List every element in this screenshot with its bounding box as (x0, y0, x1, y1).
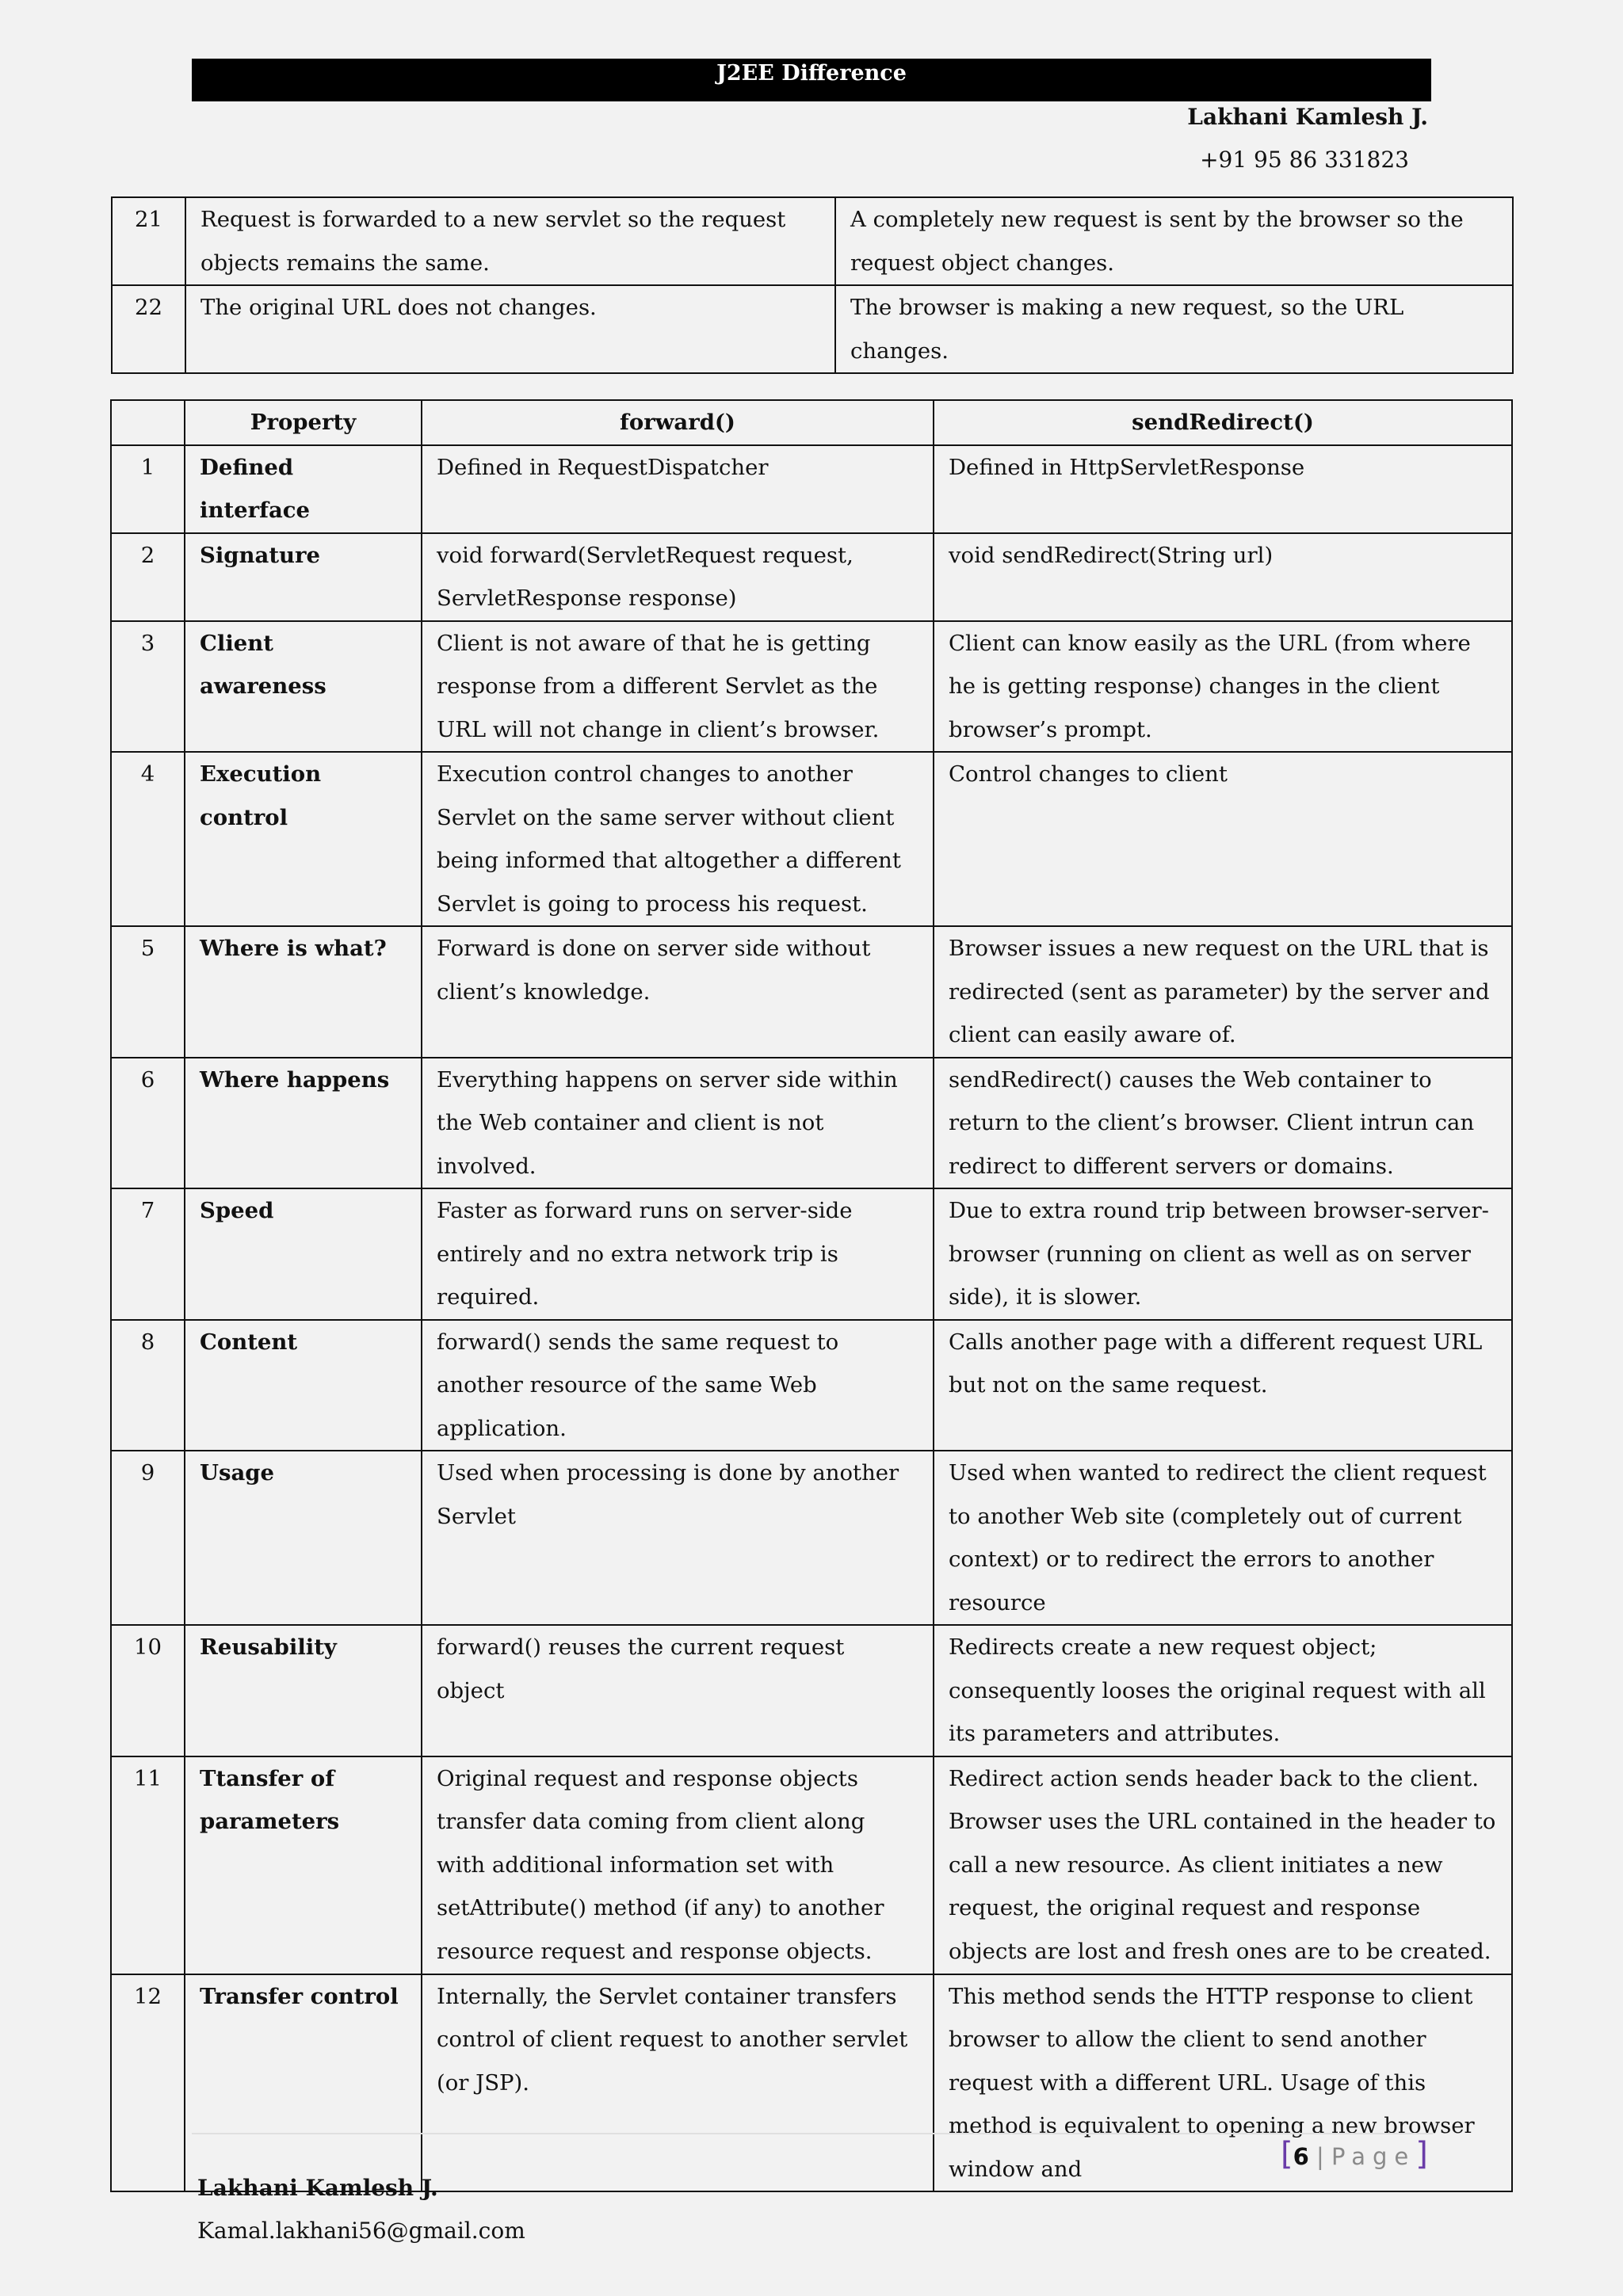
page-label: Page (1331, 2143, 1416, 2170)
redirect-cell: This method sends the HTTP response to client browser to allow the client to send another request with a different URL. Usage of this method is equivalent to opening a new browser window and (934, 1974, 1512, 2192)
table-row (111, 445, 1512, 533)
open-bracket-glyph: [ (1281, 2136, 1293, 2172)
row-number: 4 (111, 752, 185, 926)
redirect-cell: Defined in HttpServletResponse (934, 445, 1512, 533)
row-number: 1 (111, 445, 185, 533)
property-cell: Execution control (185, 752, 422, 926)
row-number: 2 (111, 533, 185, 621)
redirect-cell: Redirect action sends header back to the client. Browser uses the URL contained in the header to call a new resource. As client initiates a new request, the original request and response objects are lost and fresh ones are to be created. (934, 1756, 1512, 1974)
forward-cell: Defined in RequestDispatcher (422, 445, 934, 533)
redirect-cell: Client can know easily as the URL (from where he is getting response) changes in the client browser’s prompt. (934, 621, 1512, 753)
table-row (111, 752, 1512, 926)
redirect-cell: Used when wanted to redirect the client request to another Web site (completely out of current context) or to redirect the errors to another resource (934, 1451, 1512, 1625)
page-number-block (1281, 2138, 1428, 2173)
header-author: Lakhani Kamlesh J. (1187, 104, 1428, 130)
property-cell: Speed (185, 1188, 422, 1320)
table-row (112, 197, 1513, 285)
document-title-bar (192, 59, 1431, 101)
comparison-table-continued (111, 196, 1514, 374)
property-cell: Transfer control (185, 1974, 422, 2192)
header-phone: +91 95 86 331823 (1200, 147, 1409, 173)
table-row (111, 1058, 1512, 1189)
row-number: 11 (111, 1756, 185, 1974)
page-number: 6 (1293, 2143, 1309, 2170)
property-cell: Where is what? (185, 926, 422, 1058)
row-number: 7 (111, 1188, 185, 1320)
redirect-cell: Redirects create a new request object; consequently looses the original request with all its parameters and attributes. (934, 1625, 1512, 1756)
forward-cell: Everything happens on server side within the Web container and client is not involved. (422, 1058, 934, 1189)
redirect-cell: void sendRedirect(String url) (934, 533, 1512, 621)
row-number: 5 (111, 926, 185, 1058)
close-bracket-glyph: ] (1415, 2136, 1428, 2172)
footer-author: Lakhani Kamlesh J. (197, 2175, 438, 2201)
table-row (111, 1188, 1512, 1320)
row-number: 6 (111, 1058, 185, 1189)
property-cell: Client awareness (185, 621, 422, 753)
property-cell: Usage (185, 1451, 422, 1625)
property-cell: Signature (185, 533, 422, 621)
table-row (111, 533, 1512, 621)
property-cell: Ttansfer of parameters (185, 1756, 422, 1974)
redirect-cell: Browser issues a new request on the URL that is redirected (sent as parameter) by the server and client can easily aware of. (934, 926, 1512, 1058)
forward-cell: Original request and response objects transfer data coming from client along with additional information set with setAttribute() method (if any) to another resource request and response objects. (422, 1756, 934, 1974)
property-cell: Where happens (185, 1058, 422, 1189)
forward-cell: Execution control changes to another Servlet on the same server without client being informed that altogether a different Servlet is going to process his request. (422, 752, 934, 926)
row-number: 10 (111, 1625, 185, 1756)
row-number: 8 (111, 1320, 185, 1451)
property-cell: Defined interface (185, 445, 422, 533)
forward-vs-sendredirect-table (110, 399, 1513, 2192)
redirect-cell: Due to extra round trip between browser-server-browser (running on client as well as on server side), it is slower. (934, 1188, 1512, 1320)
table-row (111, 1451, 1512, 1625)
property-cell: Content (185, 1320, 422, 1451)
forward-cell: Forward is done on server side without client’s knowledge. (422, 926, 934, 1058)
row-number: 22 (112, 285, 185, 373)
table-row (111, 1756, 1512, 1974)
forward-cell: The original URL does not changes. (185, 285, 835, 373)
forward-cell: Request is forwarded to a new servlet so the request objects remains the same. (185, 197, 835, 285)
redirect-cell: Control changes to client (934, 752, 1512, 926)
forward-cell: forward() sends the same request to another resource of the same Web application. (422, 1320, 934, 1451)
row-number: 3 (111, 621, 185, 753)
header-sendredirect: sendRedirect() (934, 400, 1512, 445)
row-number: 12 (111, 1974, 185, 2192)
forward-cell: void forward(ServletRequest request, ServletResponse response) (422, 533, 934, 621)
footer-divider (192, 2133, 1433, 2134)
property-cell: Reusability (185, 1625, 422, 1756)
footer-email: Kamal.lakhani56@gmail.com (197, 2218, 525, 2244)
table-header-row (111, 400, 1512, 445)
table-row (111, 1625, 1512, 1756)
redirect-cell: The browser is making a new request, so the URL changes. (835, 285, 1513, 373)
table-row (111, 1320, 1512, 1451)
forward-cell: Used when processing is done by another Servlet (422, 1451, 934, 1625)
table-row (111, 926, 1512, 1058)
table-row (111, 621, 1512, 753)
header-num (111, 400, 185, 445)
document-title: J2EE Difference (716, 61, 907, 86)
forward-cell: forward() reuses the current request object (422, 1625, 934, 1756)
page-separator: | (1316, 2143, 1324, 2170)
row-number: 21 (112, 197, 185, 285)
redirect-cell: sendRedirect() causes the Web container to return to the client’s browser. Client intrun can redirect to different servers or domains. (934, 1058, 1512, 1189)
forward-cell: Internally, the Servlet container transfers control of client request to another servlet (or JSP). (422, 1974, 934, 2192)
forward-cell: Faster as forward runs on server-side entirely and no extra network trip is required. (422, 1188, 934, 1320)
header-forward: forward() (422, 400, 934, 445)
table-row (112, 285, 1513, 373)
redirect-cell: Calls another page with a different request URL but not on the same request. (934, 1320, 1512, 1451)
row-number: 9 (111, 1451, 185, 1625)
redirect-cell: A completely new request is sent by the browser so the request object changes. (835, 197, 1513, 285)
header-property: Property (185, 400, 422, 445)
forward-cell: Client is not aware of that he is getting response from a different Servlet as the URL will not change in client’s browser. (422, 621, 934, 753)
